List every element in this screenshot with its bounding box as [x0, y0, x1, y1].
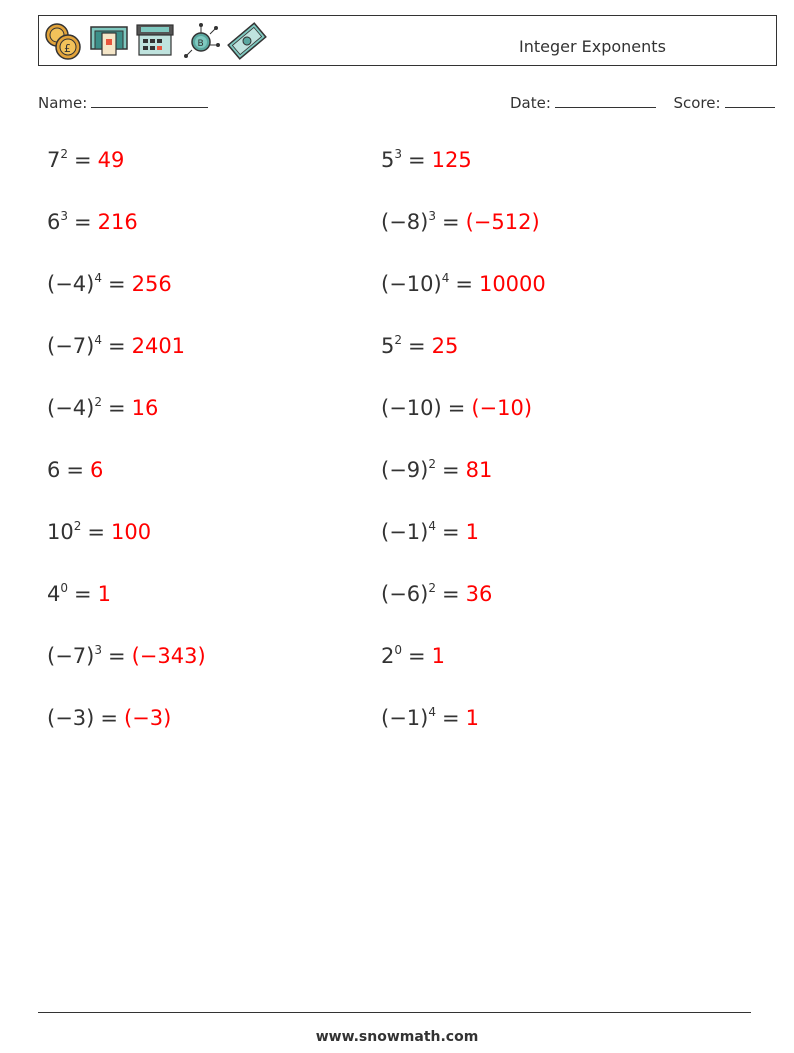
bitcoin-network-icon: [181, 21, 221, 61]
problem-item: [47, 334, 185, 358]
problem-item: [47, 458, 103, 482]
problem-exponent: 4: [441, 271, 450, 285]
worksheet-header: [38, 15, 777, 66]
problem-item: [47, 272, 172, 296]
problem-item: [381, 272, 546, 296]
problem-item: [381, 396, 532, 420]
equals-sign: =: [441, 582, 460, 606]
problem-base: (−7): [47, 644, 95, 668]
problem-base: (−9): [381, 458, 429, 482]
equals-sign: =: [408, 334, 426, 358]
footer-website: www.snowmath.com: [315, 1029, 479, 1045]
problem-answer: 81: [465, 458, 493, 482]
problem-base: (−1): [381, 706, 429, 730]
equals-sign: =: [87, 520, 105, 544]
problem-answer: (−512): [465, 210, 540, 234]
problem-exponent: 2: [94, 395, 102, 409]
date-label: Date:: [510, 94, 551, 112]
problem-base: (−6): [381, 582, 429, 606]
problem-base: (−8): [381, 210, 429, 234]
score-label: Score:: [673, 94, 721, 112]
problem-item: [381, 458, 492, 482]
equals-sign: =: [441, 458, 460, 482]
svg-text:B: B: [197, 39, 204, 49]
equals-sign: =: [74, 210, 92, 234]
problem-base: 5: [381, 148, 395, 172]
problem-answer: 1: [431, 644, 445, 668]
problem-answer: (−343): [131, 644, 206, 668]
equals-sign: =: [100, 706, 118, 730]
problem-answer: 1: [465, 706, 479, 730]
score-blank[interactable]: [725, 93, 775, 108]
problem-base: 2: [381, 644, 395, 668]
problem-item: [47, 644, 206, 668]
problem-exponent: 2: [428, 457, 436, 471]
date-blank[interactable]: [555, 93, 656, 108]
problem-base: 6: [47, 210, 61, 234]
equals-sign: =: [74, 582, 92, 606]
problem-item: [47, 520, 151, 544]
footer-divider: [38, 1012, 751, 1013]
equals-sign: =: [455, 272, 473, 296]
problem-exponent: 4: [94, 271, 102, 285]
coins-icon: [43, 21, 83, 61]
problem-base: 6: [47, 458, 61, 482]
problem-exponent: 4: [428, 519, 436, 533]
cash-register-icon: [135, 21, 175, 61]
problem-base: (−7): [47, 334, 95, 358]
problem-exponent: 3: [394, 147, 403, 161]
name-label: Name:: [38, 94, 88, 112]
problem-item: [47, 148, 124, 172]
name-blank[interactable]: [91, 93, 208, 108]
problem-exponent: 0: [60, 581, 69, 595]
name-field: [38, 93, 208, 112]
equals-sign: =: [408, 148, 426, 172]
problem-exponent: 2: [394, 333, 403, 347]
problem-answer: 2401: [131, 334, 186, 358]
problem-exponent: 0: [394, 643, 403, 657]
problem-base: 5: [381, 334, 395, 358]
problem-exponent: 2: [428, 581, 436, 595]
svg-text:£: £: [64, 42, 71, 55]
problem-base: (−4): [47, 396, 95, 420]
problem-base: (−4): [47, 272, 95, 296]
problem-item: [47, 210, 138, 234]
problem-exponent: 4: [94, 333, 102, 347]
equals-sign: =: [66, 458, 84, 482]
problem-exponent: 3: [428, 209, 436, 223]
problem-answer: (−3): [123, 706, 172, 730]
problem-base: 7: [47, 148, 61, 172]
problem-item: [381, 706, 479, 730]
problem-answer: 100: [110, 520, 152, 544]
problem-answer: 1: [97, 582, 111, 606]
problem-item: [381, 148, 472, 172]
equals-sign: =: [107, 272, 126, 296]
problem-answer: 25: [431, 334, 459, 358]
problem-item: [47, 396, 158, 420]
problem-answer: 6: [89, 458, 104, 482]
equals-sign: =: [408, 644, 426, 668]
problem-base: 10: [47, 520, 74, 544]
problem-item: [381, 334, 458, 358]
equals-sign: =: [107, 334, 126, 358]
problem-exponent: 3: [94, 643, 102, 657]
date-score-fields: [510, 93, 775, 112]
equals-sign: =: [441, 210, 460, 234]
problem-base: (−10): [381, 272, 442, 296]
problem-item: [47, 582, 111, 606]
problem-base: (−10): [381, 396, 442, 420]
problem-item: [381, 520, 479, 544]
problem-item: [47, 706, 171, 730]
header-icons: [43, 20, 267, 62]
problem-answer: 216: [97, 210, 138, 234]
problem-base: (−1): [381, 520, 429, 544]
problem-answer: 36: [465, 582, 493, 606]
worksheet-title: Integer Exponents: [519, 37, 666, 56]
atm-cash-icon: [89, 21, 129, 61]
problem-exponent: 3: [60, 209, 69, 223]
problem-answer: (−10): [471, 396, 533, 420]
equals-sign: =: [74, 148, 92, 172]
problem-answer: 125: [431, 148, 472, 172]
problem-item: [381, 644, 445, 668]
banknote-icon: [227, 21, 267, 61]
problem-answer: 49: [97, 148, 125, 172]
problem-base: 4: [47, 582, 61, 606]
equals-sign: =: [107, 644, 126, 668]
equals-sign: =: [441, 520, 460, 544]
problem-exponent: 2: [60, 147, 69, 161]
problem-exponent: 4: [428, 705, 436, 719]
problem-exponent: 2: [73, 519, 82, 533]
problem-answer: 10000: [478, 272, 546, 296]
equals-sign: =: [441, 706, 460, 730]
problem-base: (−3): [47, 706, 95, 730]
equals-sign: =: [447, 396, 466, 420]
problem-answer: 256: [131, 272, 172, 296]
equals-sign: =: [107, 396, 126, 420]
problem-answer: 1: [465, 520, 479, 544]
problem-item: [381, 582, 492, 606]
problem-item: [381, 210, 540, 234]
problem-answer: 16: [131, 396, 159, 420]
